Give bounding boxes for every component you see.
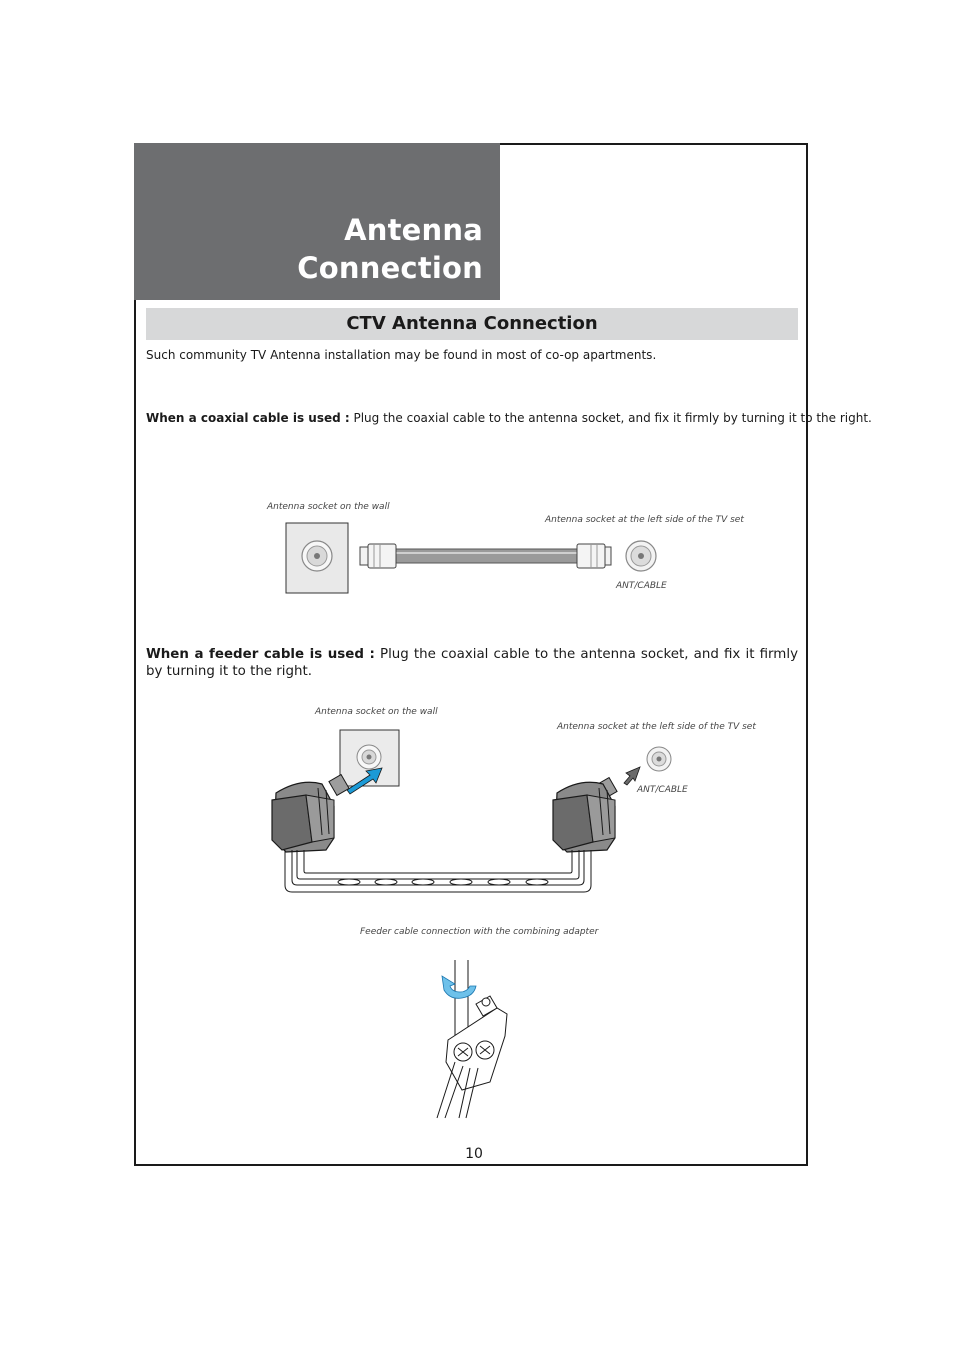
feeder-ant-cable-label: ANT/CABLE xyxy=(637,785,688,795)
coaxial-text: Plug the coaxial cable to the antenna socket, and fix it firmly by turning it to the right. xyxy=(349,411,872,425)
feeder-wall-socket-label: Antenna socket on the wall xyxy=(315,707,438,717)
coax-tv-socket-label: Antenna socket at the left side of the TV set xyxy=(545,515,744,525)
feeder-lead: When a feeder cable is used : xyxy=(146,647,375,662)
section-title: CTV Antenna Connection xyxy=(346,313,598,334)
feeder-tv-socket-label: Antenna socket at the left side of the TV set xyxy=(557,722,756,732)
chapter-title-line-2: Connection xyxy=(297,251,483,285)
intro-paragraph: Such community TV Antenna installation may be found in most of co-op apartments. xyxy=(146,348,657,362)
coaxial-lead: When a coaxial cable is used : xyxy=(146,411,350,425)
page-number: 10 xyxy=(465,1146,483,1162)
adapter-caption: Feeder cable connection with the combining adapter xyxy=(360,927,599,937)
chapter-title-line-1: Antenna xyxy=(344,213,483,247)
feeder-text: Plug the coaxial cable to the antenna socket, and fix it firmly by turning it to the right. xyxy=(146,647,798,679)
coax-ant-cable-label: ANT/CABLE xyxy=(616,581,667,591)
rotate-arrow-icon xyxy=(442,976,476,998)
coax-wall-socket-label: Antenna socket on the wall xyxy=(267,502,390,512)
